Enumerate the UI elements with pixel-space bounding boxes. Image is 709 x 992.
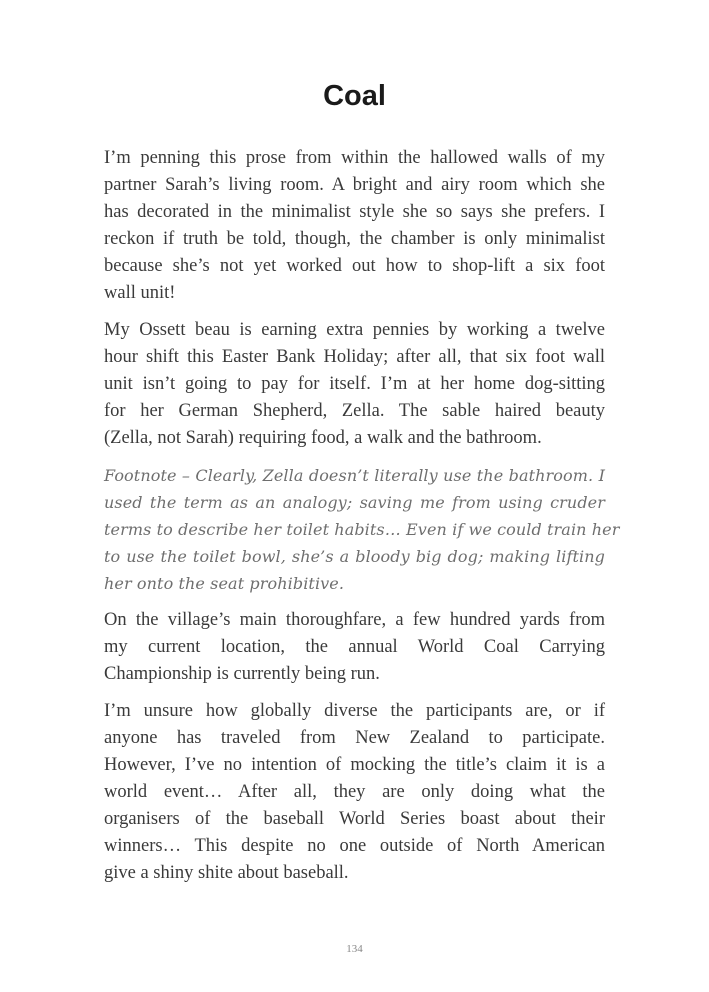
- text-line: unit isn’t going to pay for itself. I’m at her home dog-sitting: [104, 374, 605, 394]
- text-line: give a shiny shite about baseball.: [104, 863, 349, 883]
- text-line: wall unit!: [104, 283, 176, 303]
- text-line: On the village’s main thoroughfare, a few hundred yards from: [104, 610, 605, 630]
- text-line: her onto the seat prohibitive.: [104, 574, 345, 593]
- chapter-title: Coal: [323, 80, 386, 112]
- text-line: for her German Shepherd, Zella. The sable haired beauty: [104, 401, 605, 421]
- text-line: because she’s not yet worked out how to shop-lift a six foot: [104, 256, 605, 276]
- text-line: I’m unsure how globally diverse the participants are, or if: [104, 701, 605, 721]
- text-line: winners… This despite no one outside of North American: [104, 836, 605, 856]
- text-line: (Zella, not Sarah) requiring food, a walk and the bathroom.: [104, 428, 542, 448]
- text-line: to use the toilet bowl, she’s a bloody big dog; making lifting: [104, 547, 605, 566]
- text-line: However, I’ve no intention of mocking the title’s claim it is a: [104, 755, 605, 775]
- text-line: terms to describe her toilet habits… Even if we could train her: [104, 520, 620, 539]
- footnote-paragraph: [104, 462, 620, 597]
- text-line: hour shift this Easter Bank Holiday; after all, that six foot wall: [104, 347, 605, 367]
- text-line: Footnote – Clearly, Zella doesn’t literally use the bathroom. I: [104, 466, 605, 485]
- text-line: used the term as an analogy; saving me from using cruder: [104, 493, 605, 512]
- paragraph: [104, 607, 605, 688]
- text-line: world event… After all, they are only doing what the: [104, 782, 605, 802]
- page-number: 134: [346, 943, 363, 955]
- text-line: My Ossett beau is earning extra pennies by working a twelve: [104, 320, 605, 340]
- chapter-body: [104, 145, 620, 897]
- text-line: reckon if truth be told, though, the chamber is only minimalist: [104, 229, 605, 249]
- text-line: my current location, the annual World Coal Carrying: [104, 637, 605, 657]
- text-line: anyone has traveled from New Zealand to participate.: [104, 728, 605, 748]
- text-line: organisers of the baseball World Series boast about their: [104, 809, 605, 829]
- text-line: has decorated in the minimalist style she so says she prefers. I: [104, 202, 605, 222]
- paragraph: [104, 317, 605, 452]
- text-line: Championship is currently being run.: [104, 664, 380, 684]
- paragraph: [104, 145, 605, 307]
- text-line: partner Sarah’s living room. A bright and airy room which she: [104, 175, 605, 195]
- text-line: I’m penning this prose from within the hallowed walls of my: [104, 148, 605, 168]
- paragraph: [104, 698, 605, 887]
